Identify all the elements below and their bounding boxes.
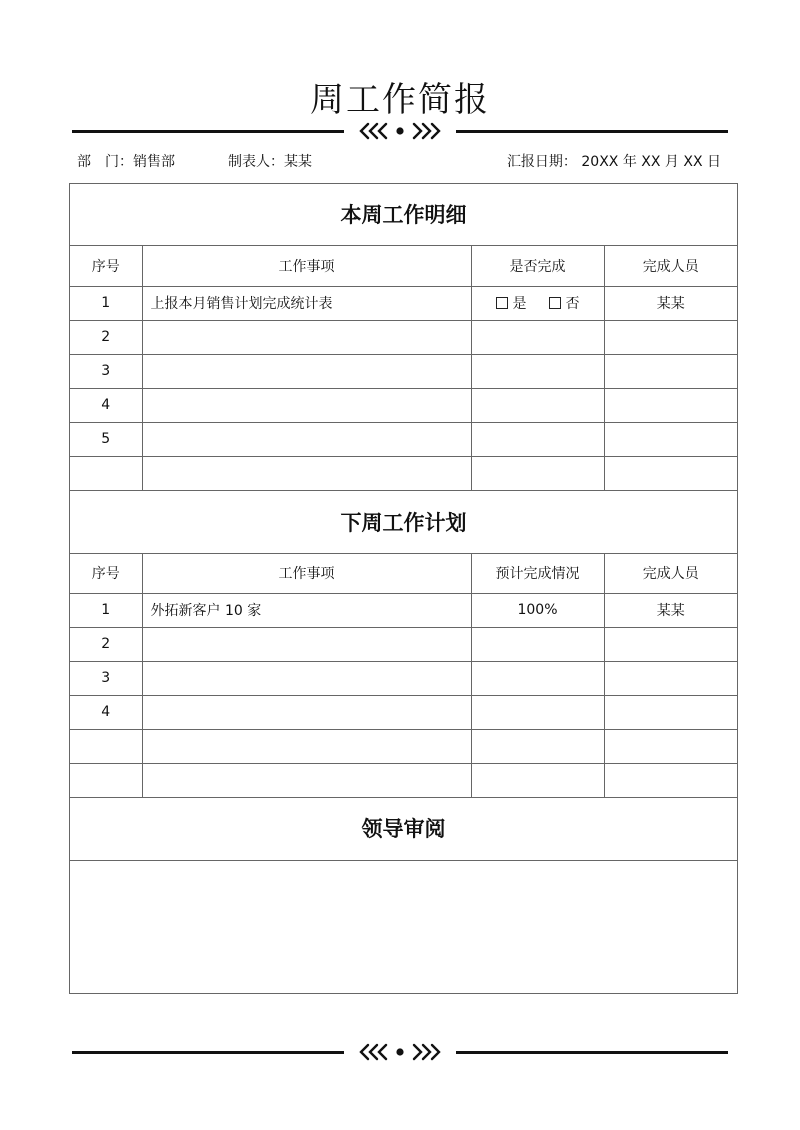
table-row — [70, 320, 737, 354]
row-number: 1 — [70, 593, 142, 627]
person-cell[interactable]: 某某 — [604, 593, 737, 627]
expected-status-cell[interactable] — [471, 695, 604, 729]
expected-status-cell[interactable] — [471, 729, 604, 763]
yes-label: 是 — [512, 296, 527, 312]
maker-field: 制表人：某某 — [228, 154, 312, 170]
work-item-cell[interactable]: 上报本月销售计划完成统计表 — [142, 286, 471, 320]
department-field: 部 门：销售部 — [77, 154, 175, 170]
person-cell[interactable] — [604, 729, 737, 763]
this-week-heading: 本周工作明细 — [70, 184, 737, 246]
review-comment-area[interactable] — [70, 861, 737, 993]
person-cell[interactable] — [604, 422, 737, 456]
expected-status-cell[interactable] — [471, 627, 604, 661]
next-week-table — [70, 554, 737, 798]
table-row — [70, 593, 737, 627]
header-cell: 完成人员 — [604, 246, 737, 286]
expected-status-cell[interactable] — [471, 661, 604, 695]
work-item-cell[interactable] — [142, 422, 471, 456]
row-number: 4 — [70, 695, 142, 729]
row-number: 4 — [70, 388, 142, 422]
expected-status-cell[interactable]: 100% — [471, 593, 604, 627]
review-heading: 领导审阅 — [70, 797, 737, 861]
this-week-table — [70, 246, 737, 491]
chevron-ornament-icon — [350, 121, 450, 141]
chevron-ornament-icon — [350, 1042, 450, 1062]
header-cell: 完成人员 — [604, 554, 737, 593]
table-row — [70, 729, 737, 763]
report-date-field: 汇报日期： 20XX 年 XX 月 XX 日 — [506, 154, 721, 170]
work-item-cell[interactable] — [142, 320, 471, 354]
header-cell: 序号 — [70, 554, 142, 593]
work-item-cell[interactable] — [142, 729, 471, 763]
work-item-cell[interactable] — [142, 354, 471, 388]
person-cell[interactable] — [604, 354, 737, 388]
no-label: 否 — [565, 296, 580, 312]
row-number: 1 — [70, 286, 142, 320]
work-item-cell[interactable] — [142, 388, 471, 422]
table-row — [70, 354, 737, 388]
person-cell[interactable] — [604, 695, 737, 729]
table-row — [70, 627, 737, 661]
table-row — [70, 388, 737, 422]
person-cell[interactable]: 某某 — [604, 286, 737, 320]
row-number: 3 — [70, 661, 142, 695]
table-row — [70, 456, 737, 490]
footer-divider — [72, 1042, 728, 1062]
table-header-row — [70, 246, 737, 286]
row-number: 2 — [70, 627, 142, 661]
no-checkbox[interactable] — [549, 297, 561, 309]
work-item-cell[interactable] — [142, 627, 471, 661]
header-cell: 工作事项 — [142, 246, 471, 286]
work-item-cell[interactable] — [142, 456, 471, 490]
row-number — [70, 729, 142, 763]
header-cell: 预计完成情况 — [471, 554, 604, 593]
completion-cell[interactable] — [471, 422, 604, 456]
row-number: 3 — [70, 354, 142, 388]
person-cell[interactable] — [604, 388, 737, 422]
person-cell[interactable] — [604, 763, 737, 797]
row-number — [70, 456, 142, 490]
header-cell: 序号 — [70, 246, 142, 286]
work-item-cell[interactable] — [142, 763, 471, 797]
completion-cell[interactable] — [471, 320, 604, 354]
expected-status-cell[interactable] — [471, 763, 604, 797]
header-cell: 是否完成 — [471, 246, 604, 286]
table-row — [70, 763, 737, 797]
page-title: 周工作简报 — [310, 80, 490, 120]
person-cell[interactable] — [604, 661, 737, 695]
work-item-cell[interactable] — [142, 661, 471, 695]
table-row — [70, 661, 737, 695]
work-item-cell[interactable]: 外拓新客户 10 家 — [142, 593, 471, 627]
completion-cell[interactable] — [471, 388, 604, 422]
person-cell[interactable] — [604, 320, 737, 354]
table-header-row — [70, 554, 737, 593]
row-number — [70, 763, 142, 797]
person-cell[interactable] — [604, 456, 737, 490]
table-row — [70, 695, 737, 729]
table-row — [70, 286, 737, 320]
completion-cell — [471, 286, 604, 320]
work-item-cell[interactable] — [142, 695, 471, 729]
header-cell: 工作事项 — [142, 554, 471, 593]
next-week-heading: 下周工作计划 — [70, 492, 737, 554]
report-sheet — [69, 183, 738, 994]
table-row — [70, 422, 737, 456]
completion-cell[interactable] — [471, 456, 604, 490]
title-divider — [72, 121, 728, 141]
completion-cell[interactable] — [471, 354, 604, 388]
yes-checkbox[interactable] — [496, 297, 508, 309]
row-number: 2 — [70, 320, 142, 354]
row-number: 5 — [70, 422, 142, 456]
person-cell[interactable] — [604, 627, 737, 661]
